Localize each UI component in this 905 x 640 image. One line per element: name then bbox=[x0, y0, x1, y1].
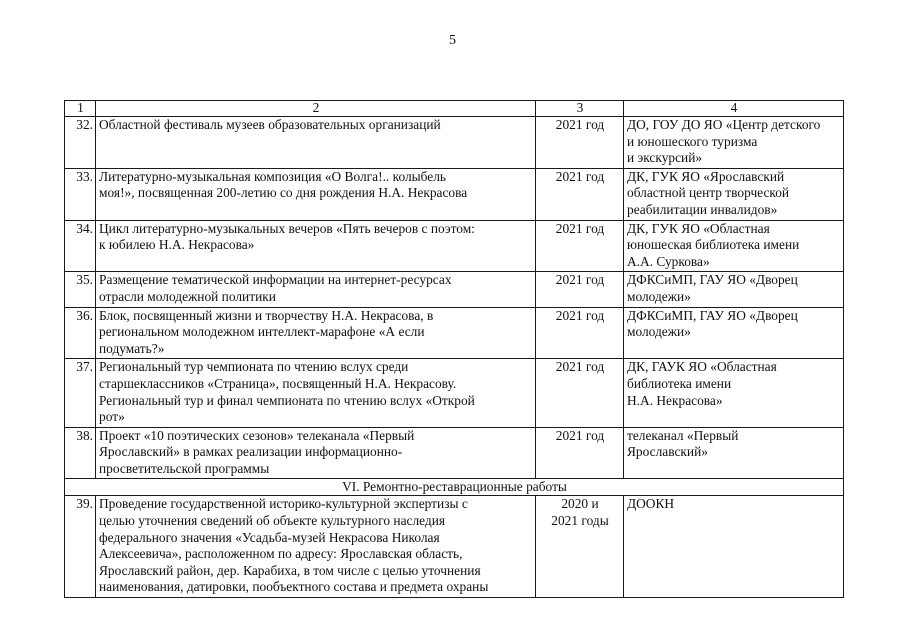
row-year bbox=[536, 117, 624, 169]
row-number-text: 33. bbox=[76, 168, 93, 184]
row-event bbox=[96, 272, 536, 307]
table-row bbox=[65, 496, 844, 598]
row-event-text: Проект «10 поэтических сезонов» телеканала «Первый Ярославский» в рамках реализации информационно- просветительской программы bbox=[99, 427, 415, 476]
row-event-text: Цикл литературно-музыкальных вечеров «Пять вечеров с поэтом: к юбилею Н.А. Некрасова» bbox=[99, 220, 475, 253]
header-cell-number: 1 bbox=[65, 101, 96, 117]
row-event-text: Региональный тур чемпионата по чтению вслух среди старшеклассников «Страница», посвященный Н.А. Некрасову. Региональный тур и финал чемпионата по чтению вслух «Открой рот» bbox=[99, 359, 475, 425]
table-row bbox=[65, 272, 844, 307]
row-responsible-text: ДК, ГАУК ЯО «Областная библиотека имени Н.А. Некрасова» bbox=[627, 359, 777, 408]
row-year bbox=[536, 272, 624, 307]
table-row bbox=[65, 359, 844, 427]
row-responsible bbox=[624, 220, 844, 272]
header-cell-year: 3 bbox=[536, 101, 624, 117]
row-responsible bbox=[624, 496, 844, 598]
row-responsible-text: ДК, ГУК ЯО «Областная юношеская библиотека имени А.А. Суркова» bbox=[627, 220, 800, 269]
row-year bbox=[536, 496, 624, 598]
row-responsible-text: ДО, ГОУ ДО ЯО «Центр детского и юношеского туризма и экскурсий» bbox=[627, 117, 821, 166]
row-number-text: 34. bbox=[76, 220, 93, 236]
row-number-text: 35. bbox=[76, 272, 93, 288]
row-number bbox=[65, 272, 96, 307]
row-year-text: 2021 год bbox=[555, 220, 605, 236]
row-year-text: 2021 год bbox=[555, 168, 605, 184]
header-cell-event: 2 bbox=[96, 101, 536, 117]
table-row bbox=[65, 220, 844, 272]
row-number-text: 39. bbox=[76, 496, 93, 512]
row-event-text: Размещение тематической информации на интернет-ресурсах отрасли молодежной политики bbox=[99, 272, 452, 304]
table-row bbox=[65, 168, 844, 220]
row-year bbox=[536, 168, 624, 220]
row-event-text: Областной фестиваль музеев образовательных организаций bbox=[99, 117, 441, 132]
row-event bbox=[96, 496, 536, 598]
row-number bbox=[65, 307, 96, 359]
row-event bbox=[96, 220, 536, 272]
row-year-text: 2020 и 2021 годы bbox=[551, 496, 609, 529]
table-row bbox=[65, 117, 844, 169]
row-event bbox=[96, 117, 536, 169]
row-responsible bbox=[624, 117, 844, 169]
section-title: VI. Ремонтно-реставрационные работы bbox=[65, 479, 844, 496]
row-number bbox=[65, 359, 96, 427]
table-header-row bbox=[65, 101, 844, 117]
row-year-text: 2021 год bbox=[555, 307, 605, 323]
events-table bbox=[64, 100, 844, 598]
row-responsible-text: ДК, ГУК ЯО «Ярославский областной центр творческой реабилитации инвалидов» bbox=[627, 168, 790, 217]
row-year bbox=[536, 307, 624, 359]
page-number: 5 bbox=[449, 33, 456, 48]
row-year bbox=[536, 359, 624, 427]
row-number-text: 36. bbox=[76, 307, 93, 323]
row-number bbox=[65, 168, 96, 220]
row-year bbox=[536, 220, 624, 272]
row-year-text: 2021 год bbox=[555, 272, 605, 288]
row-event bbox=[96, 307, 536, 359]
row-number bbox=[65, 117, 96, 169]
row-number bbox=[65, 427, 96, 479]
row-responsible-text: ДФКСиМП, ГАУ ЯО «Дворец молодежи» bbox=[627, 272, 798, 304]
row-responsible bbox=[624, 359, 844, 427]
row-number-text: 32. bbox=[76, 117, 93, 132]
row-year-text: 2021 год bbox=[555, 359, 605, 375]
row-responsible-text: телеканал «Первый Ярославский» bbox=[627, 427, 739, 460]
row-number-text: 37. bbox=[76, 359, 93, 375]
row-year-text: 2021 год bbox=[555, 427, 605, 443]
row-number bbox=[65, 220, 96, 272]
header-cell-responsible: 4 bbox=[624, 101, 844, 117]
row-event bbox=[96, 427, 536, 479]
row-responsible-text: ДФКСиМП, ГАУ ЯО «Дворец молодежи» bbox=[627, 307, 798, 340]
row-year-text: 2021 год bbox=[555, 117, 605, 132]
row-number-text: 38. bbox=[76, 427, 93, 443]
row-event-text: Литературно-музыкальная композиция «О Волга!.. колыбель моя!», посвященная 200-летию со дня рождения Н.А. Некрасова bbox=[99, 168, 468, 201]
row-event bbox=[96, 359, 536, 427]
events-table-body bbox=[65, 101, 844, 598]
row-responsible bbox=[624, 272, 844, 307]
row-event-text: Блок, посвященный жизни и творчеству Н.А. Некрасова, в региональном молодежном интеллект-марафоне «А если подумать?» bbox=[99, 307, 434, 356]
row-responsible bbox=[624, 307, 844, 359]
section-header-row bbox=[65, 479, 844, 496]
row-event bbox=[96, 168, 536, 220]
table-row bbox=[65, 427, 844, 479]
row-event-text: Проведение государственной историко-культурной экспертизы с целью уточнения сведений об объекте культурного наследия федерального значения «Усадьба-музей Некрасова Николая Алексеевича», расположенном по адресу: Ярославская область, Ярославский район, дер. Карабиха, в том числе с целью уточнения наименования, датировки, пообъектного состава и предмета охраны bbox=[99, 496, 489, 595]
row-responsible bbox=[624, 168, 844, 220]
table-row bbox=[65, 307, 844, 359]
row-number bbox=[65, 496, 96, 598]
row-year bbox=[536, 427, 624, 479]
row-responsible bbox=[624, 427, 844, 479]
row-responsible-text: ДООКН bbox=[627, 496, 675, 512]
